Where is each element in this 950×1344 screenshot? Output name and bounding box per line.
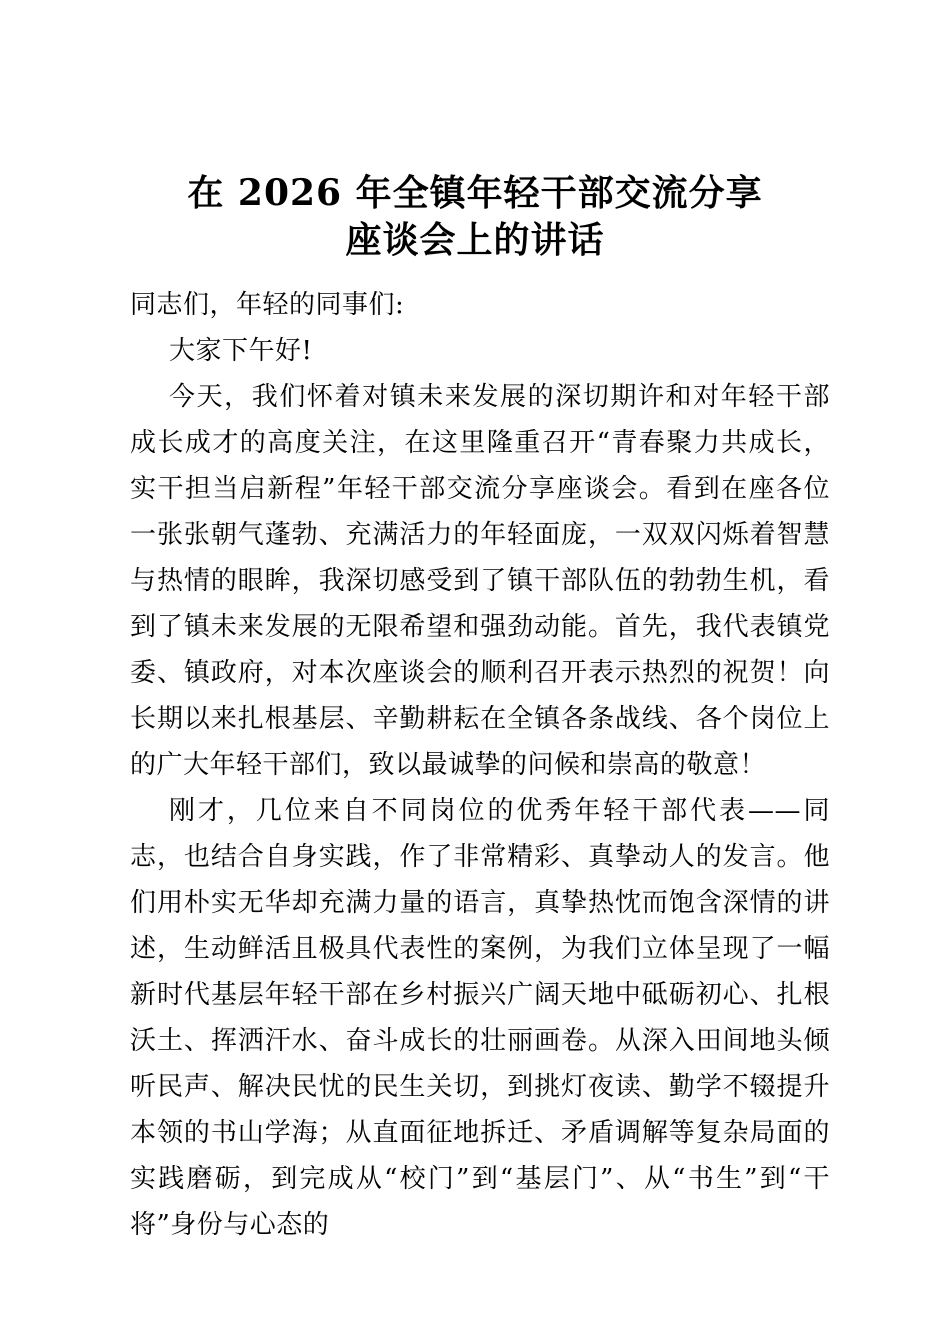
salutation: 同志们，年轻的同事们: [130,290,405,320]
greeting: 大家下午好! [169,336,313,366]
document-title-line-2: 座谈会上的讲话 [345,219,605,261]
document-title-line-1: 在 2026 年全镇年轻干部交流分享 [187,172,763,214]
paragraph-speakers: 刚才，几位来自不同岗位的优秀年轻干部代表——同志，也结合自身实践，作了非常精彩、真挚动人的发言。他们用朴实无华却充满力量的语言，真挚热忱而饱含深情的讲述，生动鲜活且极具代表性的案例，为我们立体呈现了一幅新时代基层年轻干部在乡村振兴广阔天地中砥砺初心、扎根沃土、挥洒汗水、奋斗成长的壮丽画卷。从深入田间地头倾听民声、解决民忧的民生关切，到挑灯夜读、勤学不辍提升本领的书山学海；从直面征地拆迁、矛盾调解等复杂局面的实践磨砺，到完成从“校门”到“基层门”、从“书生”到“干将”身份与心态的 [130,796,830,1240]
paragraph-opening: 今天，我们怀着对镇未来发展的深切期许和对年轻干部成长成才的高度关注，在这里隆重召开“青春聚力共成长，实干担当启新程”年轻干部交流分享座谈会。看到在座各位一张张朝气蓬勃、充满活力的年轻面庞，一双双闪烁着智慧与热情的眼眸，我深切感受到了镇干部队伍的勃勃生机，看到了镇未来发展的无限希望和强劲动能。首先，我代表镇党委、镇政府，对本次座谈会的顺利召开表示热烈的祝贺！向长期以来扎根基层、辛勤耕耘在全镇各条战线、各个岗位上的广大年轻干部们，致以最诚挚的问候和崇高的敬意！ [130,382,830,780]
document-body [130,282,830,1248]
